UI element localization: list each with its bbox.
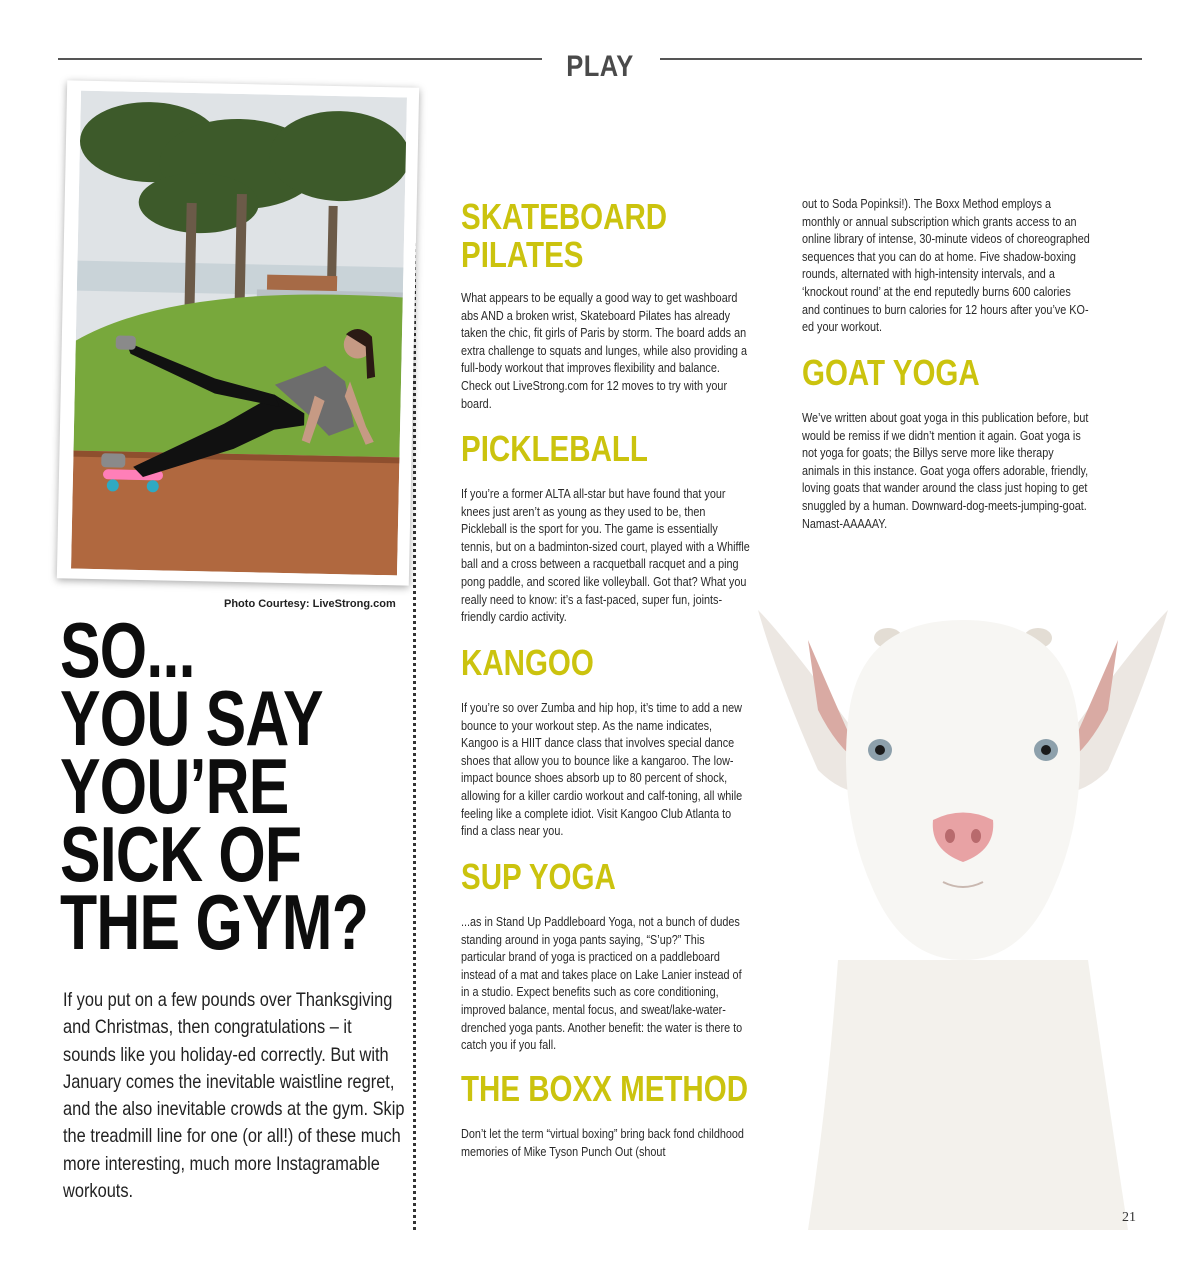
right-column [802, 196, 1092, 531]
headline-line: YOU’RE [60, 742, 289, 830]
skateboard-pilates-section [461, 198, 821, 413]
section-title: KANGOO [461, 642, 594, 683]
goat-yoga-section [802, 354, 1162, 533]
section-body: If you’re so over Zumba and hip hop, it’s time to add a new bounce to your workout step. As the name indicates, Kangoo is a HIIT dance class that involves special dance shoes that allow you to bounce like a kangaroo. The low-impact bounce shoes absorb up to 80 percent of shock, allowing for a killer cardio workout and calf-toning, all while feeling like a complete idiot. Visit Kangoo Club Atlanta to find a class near you. [461, 701, 743, 839]
section-body: ...as in Stand Up Paddleboard Yoga, not a bunch of dudes standing around in yoga pants saying, “S’up?” This particular brand of yoga is practiced on a paddleboard instead of a mat and takes place on Lake Lanier instead of in a studio. Expect benefits such as core conditioning, improved balance, mental focus, and sweat/lake-water-drenched yoga pants. Another benefit: the water is there to catch you if you fall. [461, 915, 743, 1053]
section-title: SUP YOGA [461, 856, 616, 897]
section-title: GOAT YOGA [802, 352, 980, 393]
intro-paragraph: If you put on a few pounds over Thanksgiving and Christmas, then congratulations – it sounds like you holiday-ed correctly. But with January comes the inevitable waistline regret, and the also inevitable crowds at the gym. Skip the treadmill line for one (or all!) of these much more interesting, much more Instagramable workouts. [63, 989, 405, 1203]
skateboard-pilates-photo [57, 80, 419, 585]
header-rule-right [660, 58, 1142, 60]
main-headline [60, 606, 403, 966]
section-title: THE BOXX METHOD [461, 1068, 749, 1109]
headline-line: THE GYM? [60, 878, 369, 966]
section-body: What appears to be equally a good way to get washboard abs AND a broken wrist, Skateboard Pilates has already taken the chic, fit girls of Paris by storm. The board adds an extra challenge to squats and lunges, while also providing a full-body workout that improves flexibility and balance. Check out LiveStrong.com for 12 moves to try with your board. [461, 291, 748, 411]
headline-line: SO... [60, 606, 195, 694]
page-number: 21 [1122, 1210, 1136, 1225]
boxx-method-continued: out to Soda Popinksi!). The Boxx Method employs a monthly or annual subscription which grants access to an online library of intense, 30-minute videos of choreographed sequences that you can do at home. Five shadow-boxing rounds, alternated with high-intensity intervals, and a ‘knockout round’ at the end reputedly burns 600 calories and continues to burn calories for 12 hours after you’ve KO-ed your workout. [802, 197, 1090, 335]
section-title: PILATES [461, 234, 584, 275]
section-body: We’ve written about goat yoga in this publication before, but would be remiss if we didn’t mention it again. Goat yoga is not yoga for goats; the Billys serve more like therapy animals in this instance. Goat yoga offers adorable, friendly, loving goats that wander around the class just hoping to get snuggled by a human. Downward-dog-meets-jumping-goat. Namast-AAAAAY. [802, 411, 1089, 531]
section-title: SKATEBOARD [461, 196, 668, 237]
photo-credit: Photo Courtesy: LiveStrong.com [224, 598, 396, 610]
section-body: Don’t let the term “virtual boxing” bring back fond childhood memories of Mike Tyson Punch Out (shout [461, 1127, 744, 1159]
headline-line: SICK OF [60, 810, 302, 898]
goat-photo [748, 600, 1178, 1230]
headline-line: YOU SAY [60, 674, 323, 762]
header-rule-left [58, 58, 542, 60]
section-title: PICKLEBALL [461, 428, 648, 469]
pickleball-section [461, 430, 821, 627]
section-label: PLAY [566, 50, 634, 83]
section-body: If you’re a former ALTA all-star but have found that your knees just aren’t as young as they used to be, then Pickleball is the sport for you. The game is essentially tennis, but on a badminton-sized court, played with a Whiffle ball and a cross between a racquetball racquet and a ping pong paddle, and scored like volleyball. Got that? What you really need to know: it’s a fast-paced, super fun, joints-friendly cardio activity. [461, 487, 750, 625]
